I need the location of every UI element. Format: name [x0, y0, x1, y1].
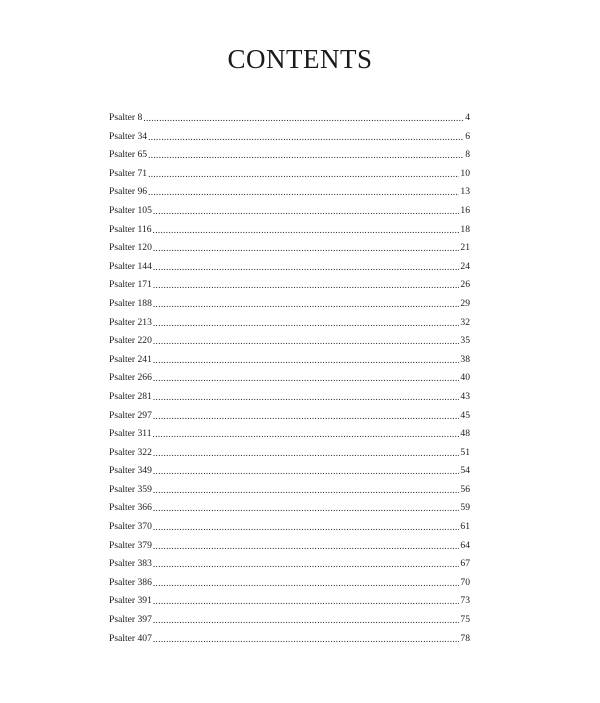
- toc-entry-label: Psalter 349: [109, 465, 152, 477]
- page-title: CONTENTS: [227, 44, 373, 74]
- toc-entry-label: Psalter 241: [109, 353, 152, 365]
- toc-entry-page-number: 8: [465, 149, 470, 161]
- toc-entry-label: Psalter 311: [109, 428, 152, 440]
- toc-entry[interactable]: [109, 444, 470, 463]
- toc-entry-page-number: 6: [465, 130, 470, 142]
- toc-entry[interactable]: [109, 258, 470, 277]
- toc-entry[interactable]: [109, 518, 470, 537]
- toc-dot-leader: [153, 537, 460, 556]
- toc-entry-page-number: 35: [460, 335, 470, 347]
- toc-entry-label: Psalter 96: [109, 186, 148, 198]
- toc-dot-leader: [153, 611, 460, 630]
- toc-dot-leader: [153, 444, 460, 463]
- toc-entry-page-number: 70: [460, 576, 470, 588]
- toc-entry-page-number: 59: [460, 502, 470, 514]
- toc-entry-page-number: 29: [460, 297, 470, 309]
- toc-dot-leader: [148, 146, 464, 165]
- toc-entry[interactable]: [109, 109, 470, 128]
- toc-entry[interactable]: [109, 481, 470, 500]
- toc-dot-leader: [153, 332, 460, 351]
- toc-dot-leader: [153, 314, 460, 333]
- toc-entry-page-number: 73: [460, 595, 470, 607]
- toc-entry[interactable]: [109, 499, 470, 518]
- toc-entry[interactable]: [109, 574, 470, 593]
- toc-entry[interactable]: [109, 314, 470, 333]
- toc-entry[interactable]: [109, 630, 470, 649]
- toc-dot-leader: [153, 239, 460, 258]
- toc-entry-label: Psalter 213: [109, 316, 152, 328]
- toc-entry-page-number: 64: [460, 539, 470, 551]
- toc-entry-page-number: 67: [460, 558, 470, 570]
- toc-entry[interactable]: [109, 332, 470, 351]
- toc-entry[interactable]: [109, 295, 470, 314]
- toc-entry-page-number: 78: [460, 632, 470, 644]
- toc-dot-leader: [153, 499, 460, 518]
- toc-entry-label: Psalter 105: [109, 204, 152, 216]
- toc-dot-leader: [153, 425, 460, 444]
- toc-entry-label: Psalter 8: [109, 112, 143, 123]
- toc-entry-page-number: 16: [460, 204, 470, 216]
- toc-entry[interactable]: [109, 146, 470, 165]
- toc-entry-label: Psalter 120: [109, 242, 152, 254]
- toc-dot-leader: [153, 369, 460, 388]
- toc-entry-page-number: 4: [465, 112, 470, 123]
- toc-entry[interactable]: [109, 425, 470, 444]
- toc-dot-leader: [153, 258, 460, 277]
- toc-dot-leader: [153, 276, 460, 295]
- toc-entry[interactable]: [109, 407, 470, 426]
- toc-entry[interactable]: [109, 611, 470, 630]
- toc-entry-label: Psalter 220: [109, 335, 152, 347]
- toc-entry[interactable]: [109, 369, 470, 388]
- toc-entry-page-number: 24: [460, 260, 470, 272]
- toc-entry[interactable]: [109, 202, 470, 221]
- toc-entry[interactable]: [109, 351, 470, 370]
- toc-entry[interactable]: [109, 239, 470, 258]
- toc-entry-label: Psalter 71: [109, 167, 148, 179]
- toc-entry-label: Psalter 322: [109, 446, 152, 458]
- toc-entry-label: Psalter 297: [109, 409, 152, 421]
- toc-dot-leader: [148, 128, 464, 147]
- toc-entry[interactable]: [109, 165, 470, 184]
- toc-entry[interactable]: [109, 128, 470, 147]
- toc-entry-page-number: 45: [460, 409, 470, 421]
- toc-entry-page-number: 32: [460, 316, 470, 328]
- toc-entry-page-number: 40: [460, 372, 470, 384]
- toc-entry-page-number: 56: [460, 483, 470, 495]
- toc-entry-label: Psalter 379: [109, 539, 152, 551]
- toc-entry-page-number: 18: [460, 223, 470, 235]
- toc-entry[interactable]: [109, 537, 470, 556]
- toc-dot-leader: [153, 407, 460, 426]
- toc-dot-leader: [153, 574, 460, 593]
- toc-entry[interactable]: [109, 555, 470, 574]
- toc-entry-page-number: 51: [460, 446, 470, 458]
- toc-entry-page-number: 61: [460, 521, 470, 533]
- toc-entry-label: Psalter 281: [109, 390, 152, 402]
- toc-dot-leader: [148, 165, 459, 184]
- toc-entry-label: Psalter 370: [109, 521, 152, 533]
- toc-entry[interactable]: [109, 221, 470, 240]
- toc-entry-label: Psalter 397: [109, 614, 152, 626]
- toc-entry-page-number: 21: [460, 242, 470, 254]
- toc-entry-label: Psalter 391: [109, 595, 152, 607]
- toc-dot-leader: [153, 388, 460, 407]
- toc-entry[interactable]: [109, 276, 470, 295]
- toc-entry[interactable]: [109, 388, 470, 407]
- toc-dot-leader: [153, 462, 460, 481]
- toc-entry-label: Psalter 65: [109, 149, 148, 161]
- table-of-contents: [109, 109, 470, 648]
- toc-entry-page-number: 10: [460, 167, 470, 179]
- toc-dot-leader: [153, 518, 460, 537]
- toc-entry-label: Psalter 386: [109, 576, 152, 588]
- toc-dot-leader: [143, 109, 464, 128]
- toc-entry-label: Psalter 144: [109, 260, 152, 272]
- toc-entry-page-number: 54: [460, 465, 470, 477]
- toc-entry-page-number: 13: [460, 186, 470, 198]
- toc-entry[interactable]: [109, 183, 470, 202]
- toc-entry-label: Psalter 366: [109, 502, 152, 514]
- toc-entry-label: Psalter 359: [109, 483, 152, 495]
- toc-entry-label: Psalter 383: [109, 558, 152, 570]
- toc-dot-leader: [148, 183, 459, 202]
- toc-entry-page-number: 75: [460, 614, 470, 626]
- toc-entry-label: Psalter 116: [109, 223, 152, 235]
- toc-entry[interactable]: [109, 462, 470, 481]
- toc-dot-leader: [153, 221, 460, 240]
- toc-entry-label: Psalter 188: [109, 297, 152, 309]
- toc-dot-leader: [153, 481, 460, 500]
- toc-dot-leader: [153, 295, 460, 314]
- toc-entry-page-number: 38: [460, 353, 470, 365]
- toc-dot-leader: [153, 351, 460, 370]
- toc-entry-label: Psalter 407: [109, 632, 152, 644]
- toc-entry[interactable]: [109, 592, 470, 611]
- toc-dot-leader: [153, 555, 460, 574]
- toc-entry-label: Psalter 266: [109, 372, 152, 384]
- toc-entry-label: Psalter 34: [109, 130, 148, 142]
- toc-dot-leader: [153, 630, 460, 649]
- toc-entry-page-number: 48: [460, 428, 470, 440]
- toc-dot-leader: [153, 592, 460, 611]
- toc-entry-page-number: 26: [460, 279, 470, 291]
- toc-dot-leader: [153, 202, 460, 221]
- toc-entry-label: Psalter 171: [109, 279, 152, 291]
- toc-entry-page-number: 43: [460, 390, 470, 402]
